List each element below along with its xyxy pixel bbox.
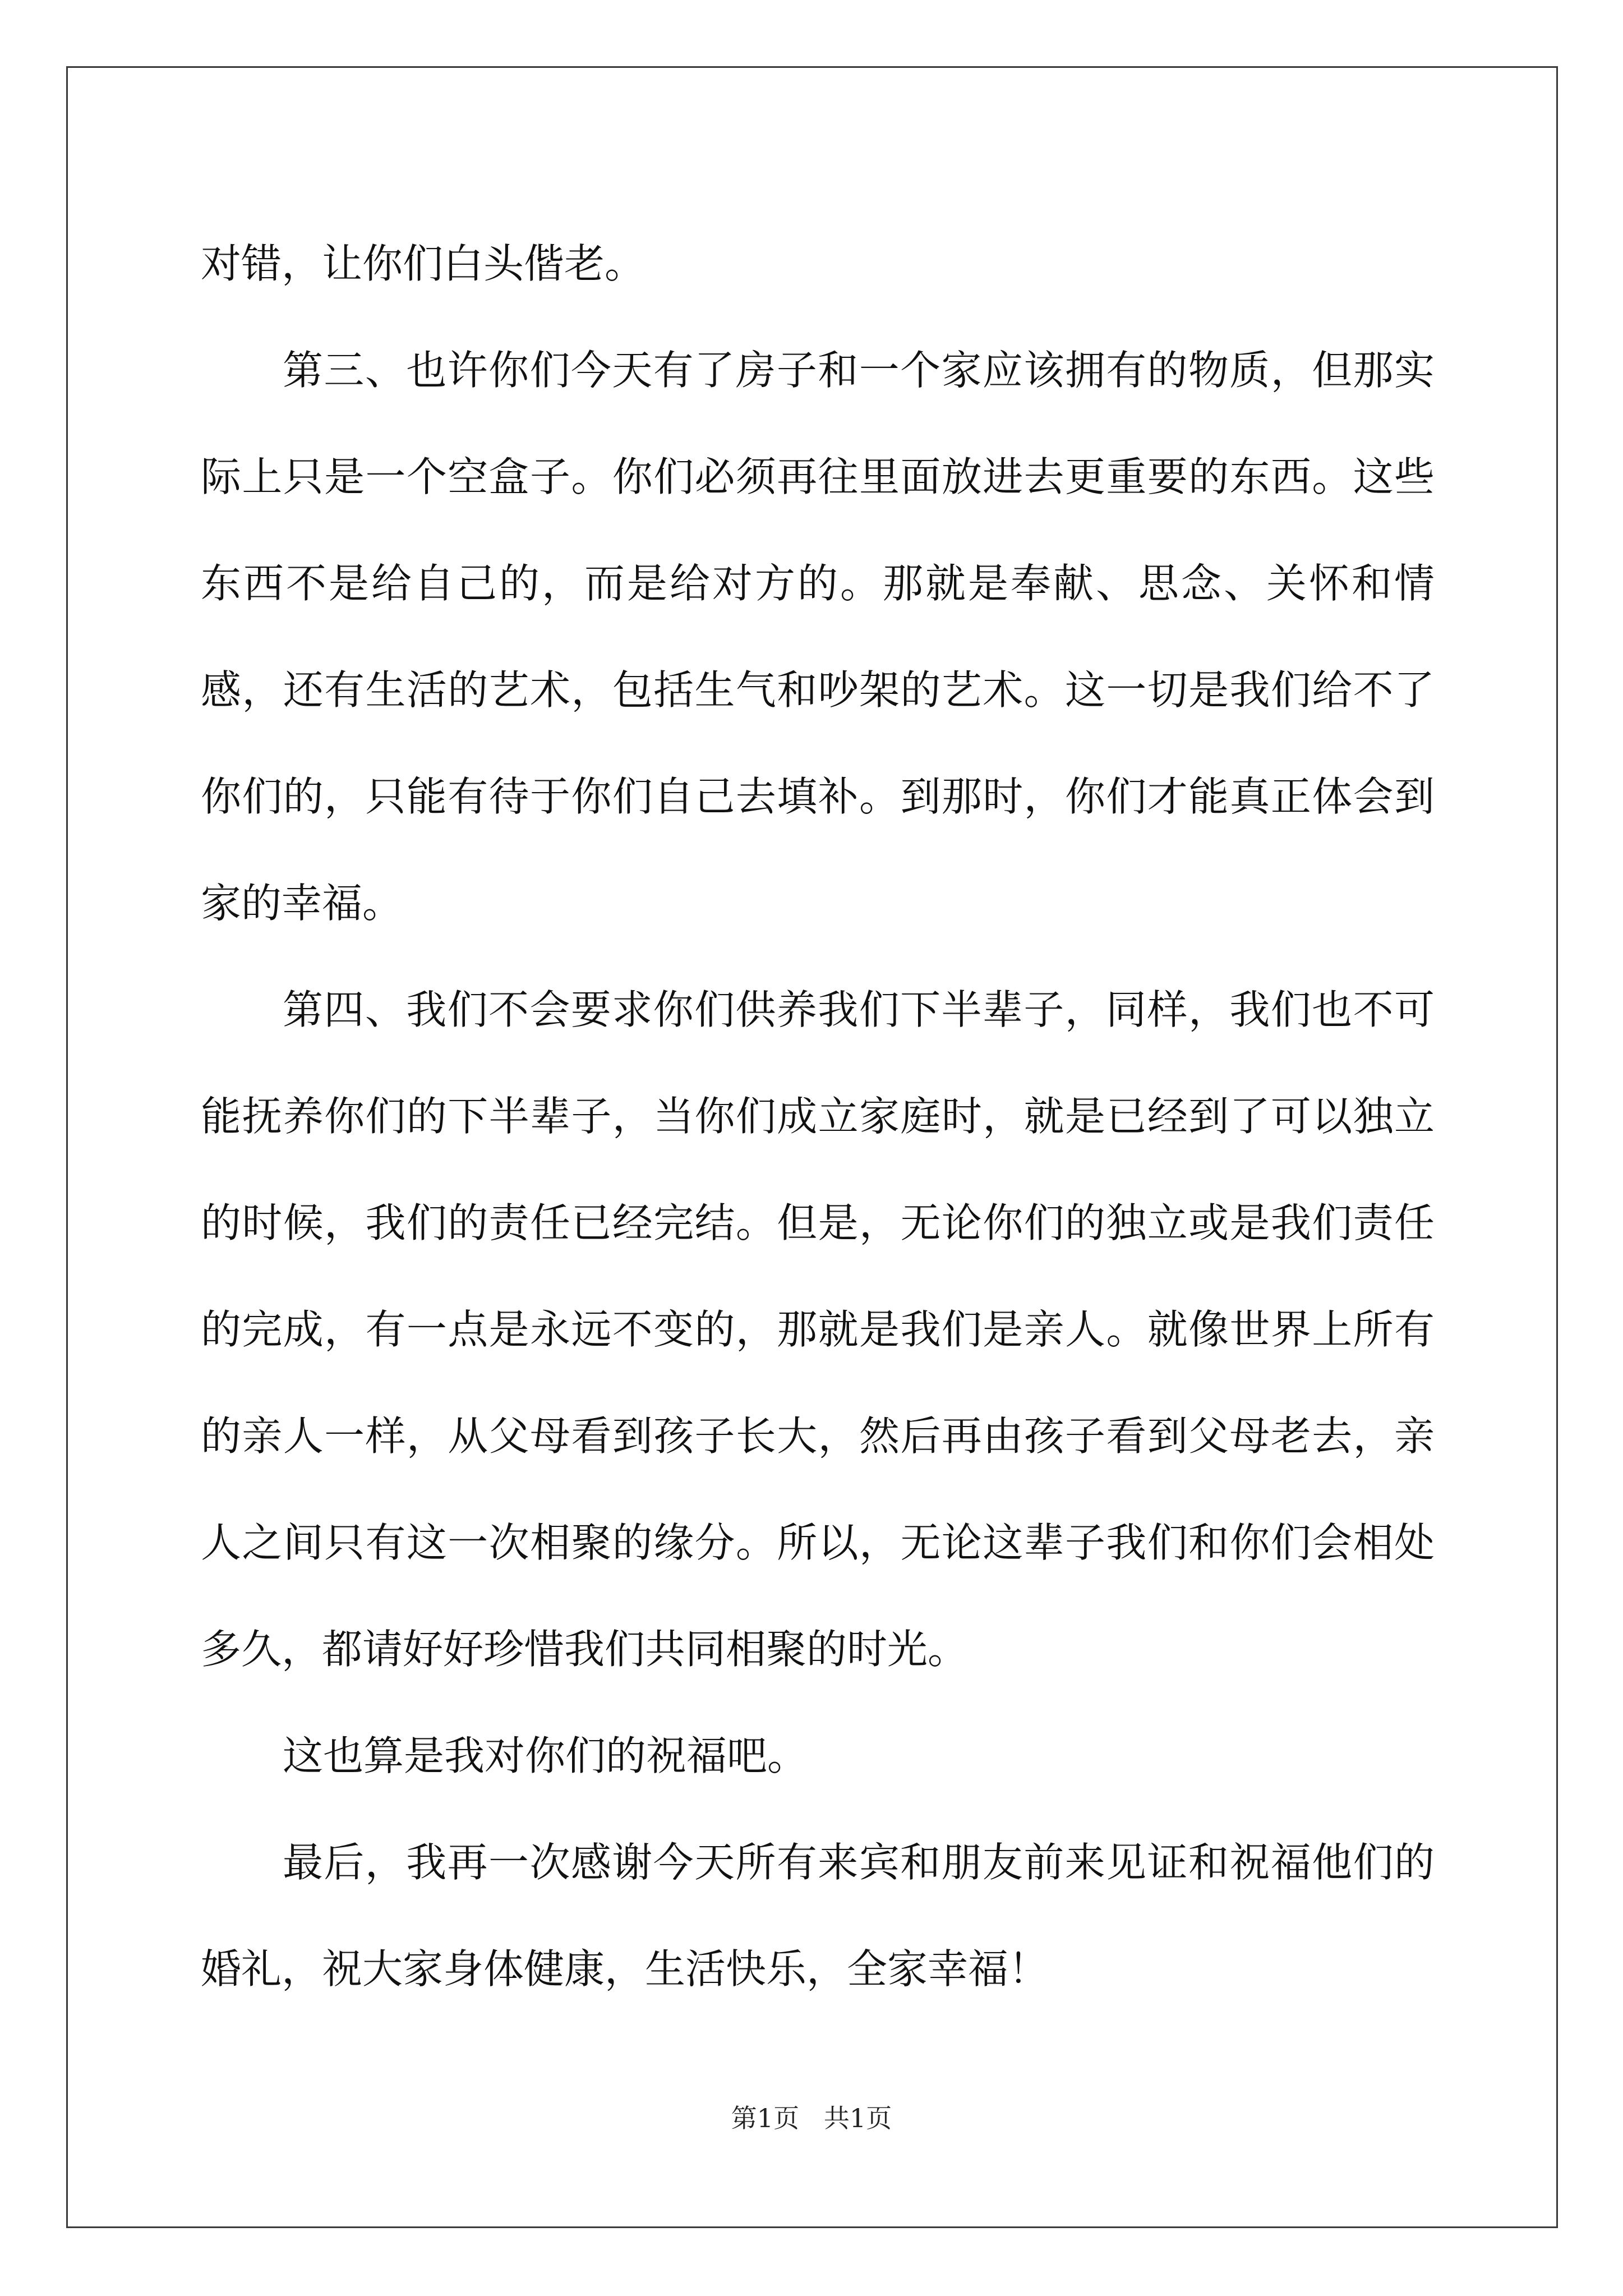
paragraph-blessing: 这也算是我对你们的祝福吧。 [283,1732,808,1779]
document-body [201,210,1435,2022]
page-footer: 第1页 共1页 [731,2103,892,2133]
paragraph-fourth: 第四、我们不会要求你们供养我们下半辈子，同样，我们也不可能抚养你们的下半辈子，当你们成立家庭时，就是已经到了可以独立的时候，我们的责任已经完结。但是，无论你们的独立或是我们责任的完成，有一点是永远不变的，那就是我们是亲人。就像世界上所有的亲人一样，从父母看到孩子长大，然后再由孩子看到父母老去，亲人之间只有这一次相聚的缘分。所以，无论这辈子我们和你们会相处多久，都请好好珍惜我们共同相聚的时光。 [201,986,1435,1673]
paragraph-continuation: 对错，让你们白头偕老。 [201,240,645,287]
paragraph-closing: 最后，我再一次感谢今天所有来宾和朋友前来见证和祝福他们的婚礼，祝大家身体健康，生活快乐，全家幸福！ [201,1839,1435,1993]
paragraph-third: 第三、也许你们今天有了房子和一个家应该拥有的物质，但那实际上只是一个空盒子。你们必须再往里面放进去更重要的东西。这些东西不是给自己的，而是给对方的。那就是奉献、思念、关怀和情感，还有生活的艺术，包括生气和吵架的艺术。这一切是我们给不了你们的，只能有待于你们自己去填补。到那时，你们才能真正体会到家的幸福。 [201,347,1435,927]
